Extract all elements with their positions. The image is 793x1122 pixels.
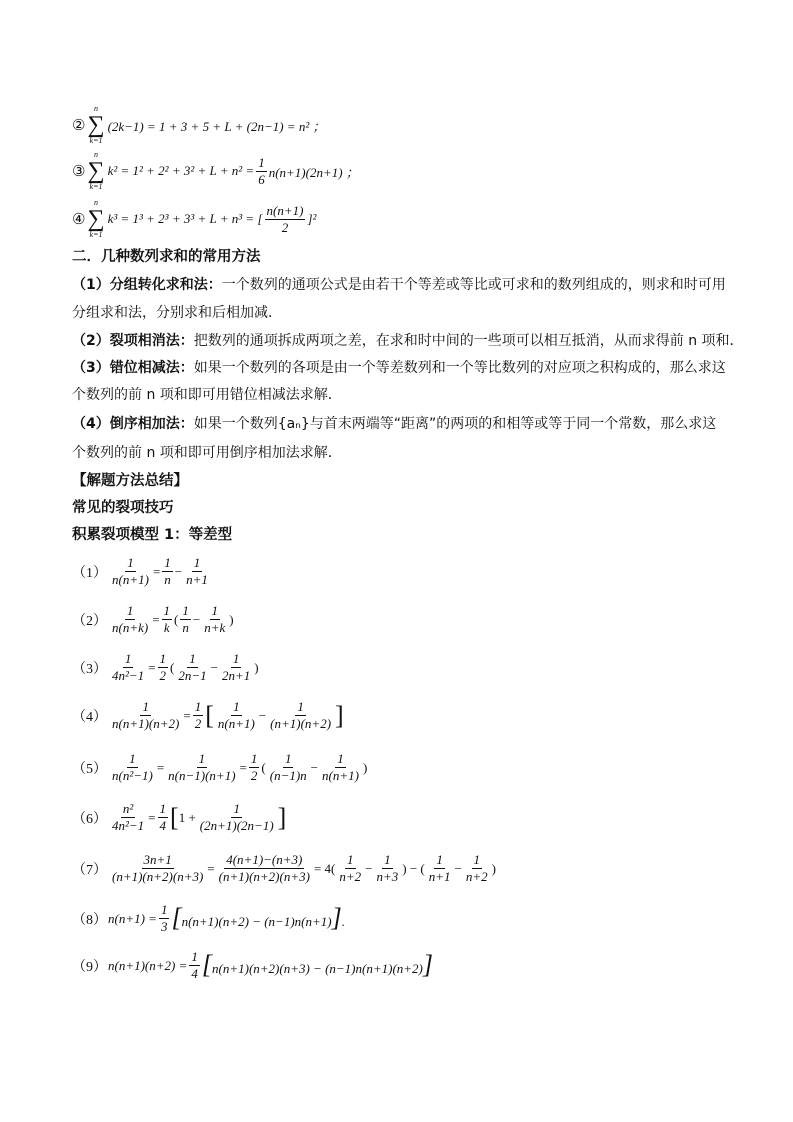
formula-7: （7） $\frac{3n+1}{(n+1)(n+2)(n+3)}$ = $\frac{4(n+1)-(n+3)}{(n+1)(n+2)(n+3)}$ = 4( $\frac{1}{n+2}$ − $\frac{1}{n+3}$ ) − ( $\frac{1}{n+1}$ − $\frac{1}{n+2}$ ) — [72, 852, 497, 884]
method-4-cont: 个数列的前 n 项和即可用倒序相加法求解． — [72, 445, 342, 461]
method-1-cont: 分组求和法，分别求和后相加减． — [72, 305, 282, 321]
section-title: 二．几种数列求和的常用方法 — [72, 249, 261, 265]
item-mark: ④ — [72, 211, 86, 228]
common-title: 常见的裂项技巧 — [72, 500, 174, 516]
fraction: $\frac{1}{6}$ — [258, 154, 265, 187]
formula-9: （9） n(n+1)(n+2) = $\frac{1}{4}$ [n(n+1)(n+2)(n+3) − (n−1)n(n+1)(n+2)] — [72, 949, 433, 981]
sum-expression-tail: n(n+1)(2n+1) ； — [268, 164, 359, 180]
formula-1: （1） $\frac{1}{n(n+1)}$ = $\frac{1}{n}$ − $\frac{1}{n+1}$ — [72, 555, 208, 587]
method-2: （2）裂项相消法：把数列的通项拆成两项之差，在求和时中间的一些项可以相互抵消，从而求得前 n 项和． — [72, 333, 744, 349]
item-mark: ② — [72, 117, 86, 134]
sigma-symbol: n ∑ k=1 — [87, 104, 105, 145]
item-mark: ③ — [72, 163, 86, 180]
method-4: （4）倒序相加法：如果一个数列{aₙ}与首末两端等“距离”的两项的和相等或等于同一个常数，那么求这 — [72, 416, 717, 432]
sum-expression: k² = 1² + 2² + 3² + L + n² = — [107, 163, 255, 178]
sigma-symbol: n ∑ k=1 — [87, 198, 105, 239]
formula-4: （4） $\frac{1}{n(n+1)(n+2)}$ = $\frac{1}{2}$ [ $\frac{1}{n(n+1)}$ − $\frac{1}{(n+1)(n+2)}$ ] — [72, 699, 344, 731]
formula-2: （2） $\frac{1}{n(n+k)}$ = $\frac{1}{k}$ ( $\frac{1}{n}$ − $\frac{1}{n+k}$ ) — [72, 603, 234, 635]
fraction: $\frac{n(n+1)}{2}$ — [266, 202, 304, 235]
sum-expression: k³ = 1³ + 2³ + 3³ + L + n³ = [ — [107, 211, 263, 226]
sum-formula-odd — [72, 104, 325, 146]
sum-formula-squares — [72, 150, 359, 192]
formula-5: （5） $\frac{1}{\text{n(n²−1)}}$ = $\frac{1}{n(n-1)(n+1)}$ = $\frac{1}{2}$ ( $\frac{1}{(n-1)n}$ − $\frac{1}{n(n+1)}$ ) — [72, 751, 368, 783]
method-3: （3）错位相减法：如果一个数列的各项是由一个等差数列和一个等比数列的对应项之积构成的，那么求这 — [72, 360, 726, 376]
sum-expression: (2k−1) = 1 + 3 + 5 + L + (2n−1) = n² ； — [107, 118, 326, 134]
sum-expression-tail: ]² — [307, 211, 317, 226]
sum-formula-cubes — [72, 198, 316, 240]
method-3-cont: 个数列的前 n 项和即可用错位相减法求解． — [72, 387, 342, 403]
formula-3: （3） $\frac{1}{\text{4n²−1}}$ = $\frac{1}{2}$ ( $\frac{1}{2n-1}$ − $\frac{1}{2n+1}$ ) — [72, 651, 259, 683]
sigma-symbol: n ∑ k=1 — [87, 150, 105, 191]
summary-title: 【解题方法总结】 — [72, 473, 188, 489]
model-title: 积累裂项模型 1：等差型 — [72, 527, 233, 543]
method-1: （1）分组转化求和法：一个数列的通项公式是由若干个等差或等比或可求和的数列组成的，则求和时可用 — [72, 277, 726, 293]
formula-8: （8） n(n+1) = $\frac{1}{3}$ [n(n+1)(n+2) − (n−1)n(n+1)]. — [72, 902, 345, 934]
formula-6: （6） $\frac{\text{n²}}{\text{4n²−1}}$ = $\frac{1}{4}$ [ 1 + $\frac{1}{(2n+1)(2n-1)}$ ] — [72, 801, 287, 833]
